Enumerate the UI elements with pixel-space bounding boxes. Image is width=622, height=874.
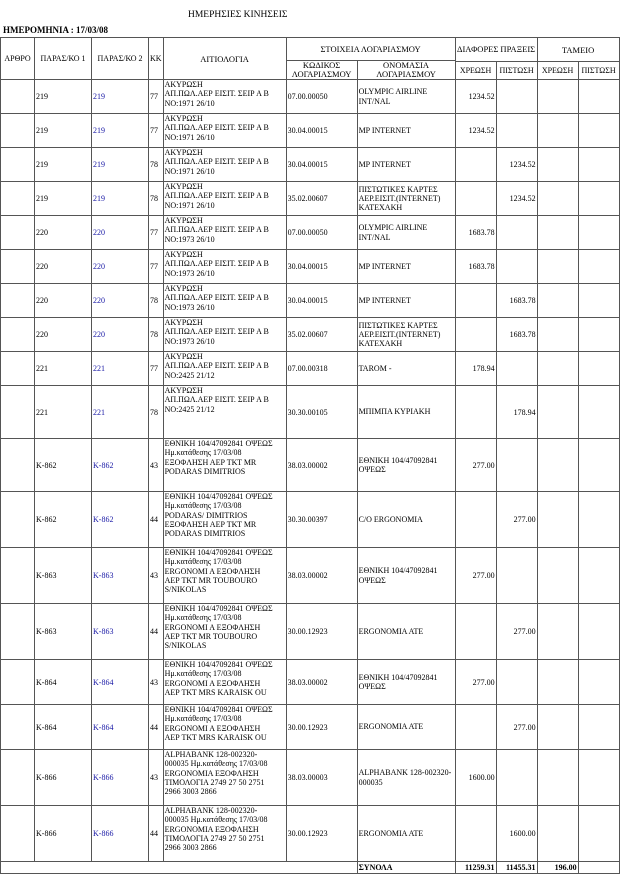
- cell-kk: 43: [149, 660, 164, 705]
- cell-diafores-xreosi: 277.00: [455, 548, 496, 604]
- cell-arthro: [1, 492, 35, 548]
- table-row: [1, 548, 620, 604]
- cell-onomasia: ΕΘΝΙΚΗ 104/47092841 ΟΨΕΩΣ: [357, 439, 455, 492]
- cell-arthro: [1, 604, 35, 660]
- cell-aitiologia: ΕΘΝΙΚΗ 104/47092841 ΟΨΕΩΣ Ημ.κατάθεσης 17/03/08 ΕΞΟΦΛΗΣΗ ΑΕΡ ΤΚΤ MR PODARAS DIMITRIOS: [163, 439, 286, 492]
- cell-aitiologia: ΑΚΥΡΩΣΗ ΑΠ.ΠΩΛ.ΑΕΡ ΕΙΣΙΤ. ΣΕΙΡ Α Β NO:1973 26/10: [163, 318, 286, 352]
- cell-diafores-pistosi: [496, 250, 537, 284]
- cell-paras1: K-863: [35, 604, 92, 660]
- cell-kk: 77: [149, 216, 164, 250]
- cell-diafores-xreosi: [455, 604, 496, 660]
- cell-arthro: [1, 284, 35, 318]
- cell-paras2[interactable]: K-866: [92, 806, 149, 862]
- total-diafores-pistosi: 11455.31: [496, 862, 537, 874]
- cell-tameio-pistosi: [578, 604, 619, 660]
- cell-diafores-pistosi: 277.00: [496, 604, 537, 660]
- cell-paras2[interactable]: K-866: [92, 750, 149, 806]
- cell-diafores-pistosi: 1600.00: [496, 806, 537, 862]
- cell-paras1: K-866: [35, 750, 92, 806]
- cell-diafores-pistosi: 277.00: [496, 705, 537, 750]
- cell-diafores-xreosi: 1234.52: [455, 114, 496, 148]
- cell-tameio-xreosi: [537, 604, 578, 660]
- cell-kodikos: 30.00.12923: [286, 705, 357, 750]
- cell-diafores-xreosi: [455, 705, 496, 750]
- cell-tameio-pistosi: [578, 705, 619, 750]
- cell-paras2[interactable]: 219: [92, 114, 149, 148]
- table-row: [1, 806, 620, 862]
- cell-tameio-xreosi: [537, 386, 578, 439]
- cell-paras2[interactable]: 219: [92, 182, 149, 216]
- cell-kodikos: 38.03.00002: [286, 660, 357, 705]
- col-kodikos: ΚΩΔΙΚΟΣ ΛΟΓΑΡΙΑΣΜΟΥ: [286, 61, 357, 80]
- table-row: [1, 352, 620, 386]
- cell-tameio-xreosi: [537, 318, 578, 352]
- cell-tameio-pistosi: [578, 386, 619, 439]
- col-paras2: ΠΑΡΑΣ/ΚΟ 2: [92, 38, 149, 80]
- total-tameio-xreosi: 196.00: [537, 862, 578, 874]
- cell-kk: 78: [149, 318, 164, 352]
- cell-kk: 77: [149, 352, 164, 386]
- cell-tameio-pistosi: [578, 284, 619, 318]
- cell-diafores-pistosi: 1234.52: [496, 182, 537, 216]
- cell-paras1: 221: [35, 352, 92, 386]
- cell-aitiologia: ΕΘΝΙΚΗ 104/47092841 ΟΨΕΩΣ Ημ.κατάθεσης 17/03/08 ERGONOMI A ΕΞΟΦΛΗΣΗ ΑΕΡ ΤΚΤ MR TOUBOURO S/NIKOLAS: [163, 548, 286, 604]
- table-row: [1, 492, 620, 548]
- cell-diafores-pistosi: [496, 548, 537, 604]
- cell-onomasia: OLYMPIC AIRLINE INT/NAL: [357, 80, 455, 114]
- cell-onomasia: ERGONOMIA ATE: [357, 806, 455, 862]
- cell-arthro: [1, 705, 35, 750]
- cell-arthro: [1, 114, 35, 148]
- cell-aitiologia: ALPHABANK 128-002320- 000035 Ημ.κατάθεσης 17/03/08 ERGONOMIA ΕΞΟΦΛΗΣΗ ΤΙΜΟΛΟΓΙΑ 2749 27 50 2751 2966 3003 2866: [163, 806, 286, 862]
- cell-tameio-pistosi: [578, 250, 619, 284]
- cell-tameio-pistosi: [578, 492, 619, 548]
- cell-tameio-xreosi: [537, 182, 578, 216]
- cell-onomasia: ERGONOMIA ATE: [357, 705, 455, 750]
- table-row: [1, 604, 620, 660]
- cell-tameio-xreosi: [537, 705, 578, 750]
- table-row: [1, 750, 620, 806]
- cell-aitiologia: ΑΚΥΡΩΣΗ ΑΠ.ΠΩΛ.ΑΕΡ ΕΙΣΙΤ. ΣΕΙΡ Α Β NO:1971 26/10: [163, 80, 286, 114]
- col-diafores-xreosi: ΧΡΕΩΣΗ: [455, 62, 496, 80]
- cell-diafores-pistosi: [496, 439, 537, 492]
- cell-kk: 44: [149, 705, 164, 750]
- cell-paras1: 219: [35, 148, 92, 182]
- cell-diafores-xreosi: 1600.00: [455, 750, 496, 806]
- cell-paras2[interactable]: 220: [92, 318, 149, 352]
- cell-arthro: [1, 352, 35, 386]
- col-paras1: ΠΑΡΑΣ/ΚΟ 1: [35, 38, 92, 80]
- cell-paras2[interactable]: 219: [92, 148, 149, 182]
- cell-arthro: [1, 318, 35, 352]
- cell-paras1: 220: [35, 284, 92, 318]
- cell-kodikos: 38.03.00002: [286, 439, 357, 492]
- cell-kodikos: 30.04.00015: [286, 250, 357, 284]
- cell-diafores-xreosi: 1683.78: [455, 216, 496, 250]
- col-arthro: ΑΡΘΡΟ: [1, 38, 35, 80]
- cell-aitiologia: ΑΚΥΡΩΣΗ ΑΠ.ΠΩΛ.ΑΕΡ ΕΙΣΙΤ. ΣΕΙΡ Α Β NO:2425 21/12: [163, 386, 286, 439]
- col-onomasia: ΟΝΟΜΑΣΙΑ ΛΟΓΑΡΙΑΣΜΟΥ: [357, 61, 455, 80]
- cell-kk: 43: [149, 548, 164, 604]
- cell-tameio-pistosi: [578, 660, 619, 705]
- cell-kodikos: 30.30.00105: [286, 386, 357, 439]
- cell-diafores-xreosi: [455, 806, 496, 862]
- table-row: [1, 660, 620, 705]
- cell-diafores-xreosi: 277.00: [455, 660, 496, 705]
- cell-tameio-xreosi: [537, 750, 578, 806]
- cell-kk: 77: [149, 114, 164, 148]
- cell-aitiologia: ΕΘΝΙΚΗ 104/47092841 ΟΨΕΩΣ Ημ.κατάθεσης 17/03/08 PODARAS/ DIMITRIOS ΕΞΟΦΛΗΣΗ ΑΕΡ ΤΚΤ MR PODARAS DIMITRIOS: [163, 492, 286, 548]
- table-row: [1, 705, 620, 750]
- cell-paras1: 221: [35, 386, 92, 439]
- cell-arthro: [1, 750, 35, 806]
- cell-tameio-xreosi: [537, 284, 578, 318]
- cell-kk: 44: [149, 604, 164, 660]
- cell-paras2[interactable]: 221: [92, 352, 149, 386]
- cell-diafores-pistosi: [496, 114, 537, 148]
- cell-diafores-xreosi: [455, 284, 496, 318]
- cell-kk: 78: [149, 182, 164, 216]
- cell-aitiologia: ALPHABANK 128-002320- 000035 Ημ.κατάθεσης 17/03/08 ERGONOMIA ΕΞΟΦΛΗΣΗ ΤΙΜΟΛΟΓΙΑ 2749 27 50 2751 2966 3003 2866: [163, 750, 286, 806]
- cell-tameio-xreosi: [537, 216, 578, 250]
- cell-tameio-pistosi: [578, 148, 619, 182]
- col-kk: ΚΚ: [149, 38, 164, 80]
- cell-paras1: 219: [35, 114, 92, 148]
- cell-arthro: [1, 216, 35, 250]
- cell-tameio-pistosi: [578, 352, 619, 386]
- cell-diafores-pistosi: 178.94: [496, 386, 537, 439]
- cell-diafores-xreosi: [455, 182, 496, 216]
- cell-kodikos: 07.00.00050: [286, 216, 357, 250]
- cell-tameio-xreosi: [537, 548, 578, 604]
- cell-onomasia: MP INTERNET: [357, 114, 455, 148]
- col-group-tameio: ΤΑΜΕΙΟ: [537, 38, 619, 62]
- cell-kk: 43: [149, 439, 164, 492]
- cell-kodikos: 07.00.00050: [286, 80, 357, 114]
- cell-onomasia: TAROM -: [357, 352, 455, 386]
- cell-paras2[interactable]: K-864: [92, 660, 149, 705]
- cell-onomasia: OLYMPIC AIRLINE INT/NAL: [357, 216, 455, 250]
- cell-kodikos: 30.04.00015: [286, 148, 357, 182]
- page-title: ΗΜΕΡΗΣΙΕΣ ΚΙΝΗΣΕΙΣ: [188, 10, 288, 20]
- cell-tameio-pistosi: [578, 318, 619, 352]
- cell-kodikos: 30.00.12923: [286, 604, 357, 660]
- cell-kodikos: 30.04.00015: [286, 284, 357, 318]
- cell-tameio-pistosi: [578, 114, 619, 148]
- cell-paras2[interactable]: K-864: [92, 705, 149, 750]
- cell-arthro: [1, 439, 35, 492]
- cell-kk: 44: [149, 806, 164, 862]
- cell-onomasia: ΠΙΣΤΩΤΙΚΕΣ ΚΑΡΤΕΣ ΑΕΡ.ΕΙΣΙΤ.(INTERNET) ΚΑΤΕΧΑΚΗ: [357, 318, 455, 352]
- cell-onomasia: ALPHABANK 128-002320-000035: [357, 750, 455, 806]
- cell-diafores-xreosi: 178.94: [455, 352, 496, 386]
- table-row: [1, 386, 620, 439]
- cell-paras1: K-863: [35, 548, 92, 604]
- cell-tameio-xreosi: [537, 250, 578, 284]
- cell-paras1: 219: [35, 80, 92, 114]
- cell-kk: 43: [149, 750, 164, 806]
- cell-tameio-xreosi: [537, 352, 578, 386]
- col-tameio-xreosi: ΧΡΕΩΣΗ: [537, 62, 578, 80]
- report-date: ΗΜΕΡΟΜΗΝΙΑ : 17/03/08: [3, 25, 108, 35]
- cell-arthro: [1, 660, 35, 705]
- cell-aitiologia: ΑΚΥΡΩΣΗ ΑΠ.ΠΩΛ.ΑΕΡ ΕΙΣΙΤ. ΣΕΙΡ Α Β NO:1971 26/10: [163, 182, 286, 216]
- cell-aitiologia: ΕΘΝΙΚΗ 104/47092841 ΟΨΕΩΣ Ημ.κατάθεσης 17/03/08 ERGONOMI A ΕΞΟΦΛΗΣΗ ΑΕΡ ΤΚΤ MRS KARAISK OU: [163, 660, 286, 705]
- cell-diafores-pistosi: [496, 750, 537, 806]
- cell-diafores-pistosi: [496, 216, 537, 250]
- cell-aitiologia: ΑΚΥΡΩΣΗ ΑΠ.ΠΩΛ.ΑΕΡ ΕΙΣΙΤ. ΣΕΙΡ Α Β NO:1973 26/10: [163, 216, 286, 250]
- cell-aitiologia: ΕΘΝΙΚΗ 104/47092841 ΟΨΕΩΣ Ημ.κατάθεσης 17/03/08 ERGONOMI A ΕΞΟΦΛΗΣΗ ΑΕΡ ΤΚΤ MR TOUBOURO S/NIKOLAS: [163, 604, 286, 660]
- cell-paras2[interactable]: 220: [92, 250, 149, 284]
- cell-diafores-xreosi: 277.00: [455, 439, 496, 492]
- table-row: [1, 148, 620, 182]
- table-row: [1, 284, 620, 318]
- cell-onomasia: C/O ERGONOMIA: [357, 492, 455, 548]
- cell-onomasia: ΜΠΙΜΠΑ ΚΥΡΙΑΚΗ: [357, 386, 455, 439]
- cell-tameio-pistosi: [578, 548, 619, 604]
- cell-tameio-xreosi: [537, 439, 578, 492]
- cell-paras1: 219: [35, 182, 92, 216]
- cell-arthro: [1, 80, 35, 114]
- cell-onomasia: MP INTERNET: [357, 284, 455, 318]
- cell-tameio-xreosi: [537, 114, 578, 148]
- col-group-diafores: ΔΙΑΦΟΡΕΣ ΠΡΑΞΕΙΣ: [455, 38, 537, 62]
- cell-aitiologia: ΑΚΥΡΩΣΗ ΑΠ.ΠΩΛ.ΑΕΡ ΕΙΣΙΤ. ΣΕΙΡ Α Β NO:2425 21/12: [163, 352, 286, 386]
- cell-paras2[interactable]: 219: [92, 80, 149, 114]
- cell-kodikos: 30.30.00397: [286, 492, 357, 548]
- table-row: [1, 318, 620, 352]
- cell-arthro: [1, 250, 35, 284]
- cell-kodikos: 38.03.00002: [286, 548, 357, 604]
- total-diafores-xreosi: 11259.31: [455, 862, 496, 874]
- cell-diafores-xreosi: [455, 148, 496, 182]
- cell-tameio-pistosi: [578, 806, 619, 862]
- cell-kodikos: 35.02.00607: [286, 182, 357, 216]
- cell-tameio-xreosi: [537, 492, 578, 548]
- cell-arthro: [1, 386, 35, 439]
- cell-kk: 78: [149, 148, 164, 182]
- cell-arthro: [1, 548, 35, 604]
- totals-label: ΣΥΝΟΛΑ: [357, 862, 455, 874]
- col-aitiologia: ΑΙΤΙΟΛΟΓΙΑ: [163, 38, 286, 80]
- cell-kk: 78: [149, 284, 164, 318]
- cell-paras2[interactable]: 221: [92, 386, 149, 439]
- cell-tameio-pistosi: [578, 182, 619, 216]
- cell-kk: 78: [149, 386, 164, 439]
- cell-aitiologia: ΕΘΝΙΚΗ 104/47092841 ΟΨΕΩΣ Ημ.κατάθεσης 17/03/08 ERGONOMI A ΕΞΟΦΛΗΣΗ ΑΕΡ ΤΚΤ MRS KARAISK OU: [163, 705, 286, 750]
- cell-diafores-pistosi: [496, 352, 537, 386]
- cell-kk: 77: [149, 80, 164, 114]
- cell-aitiologia: ΑΚΥΡΩΣΗ ΑΠ.ΠΩΛ.ΑΕΡ ΕΙΣΙΤ. ΣΕΙΡ Α Β NO:1973 26/10: [163, 250, 286, 284]
- cell-paras1: 220: [35, 216, 92, 250]
- cell-diafores-pistosi: 1683.78: [496, 318, 537, 352]
- table-row: [1, 216, 620, 250]
- cell-paras1: 220: [35, 250, 92, 284]
- cell-kk: 44: [149, 492, 164, 548]
- cell-kodikos: 30.04.00015: [286, 114, 357, 148]
- cell-diafores-pistosi: 277.00: [496, 492, 537, 548]
- cell-arthro: [1, 182, 35, 216]
- cell-kodikos: 30.00.12923: [286, 806, 357, 862]
- cell-aitiologia: ΑΚΥΡΩΣΗ ΑΠ.ΠΩΛ.ΑΕΡ ΕΙΣΙΤ. ΣΕΙΡ Α Β NO:1971 26/10: [163, 148, 286, 182]
- cell-paras1: K-862: [35, 492, 92, 548]
- cell-tameio-pistosi: [578, 439, 619, 492]
- col-diafores-pistosi: ΠΙΣΤΩΣΗ: [496, 62, 537, 80]
- col-group-account: ΣΤΟΙΧΕΙΑ ΛΟΓΑΡΙΑΣΜΟΥ: [286, 38, 455, 61]
- table-row: [1, 439, 620, 492]
- cell-tameio-pistosi: [578, 750, 619, 806]
- cell-kodikos: 35.02.00607: [286, 318, 357, 352]
- cell-aitiologia: ΑΚΥΡΩΣΗ ΑΠ.ΠΩΛ.ΑΕΡ ΕΙΣΙΤ. ΣΕΙΡ Α Β NO:1971 26/10: [163, 114, 286, 148]
- cell-paras2[interactable]: K-863: [92, 548, 149, 604]
- cell-paras1: 220: [35, 318, 92, 352]
- cell-paras1: K-866: [35, 806, 92, 862]
- cell-diafores-pistosi: 1234.52: [496, 148, 537, 182]
- cell-kodikos: 07.00.00318: [286, 352, 357, 386]
- cell-paras2[interactable]: 220: [92, 284, 149, 318]
- cell-diafores-pistosi: [496, 80, 537, 114]
- cell-diafores-xreosi: 1683.78: [455, 250, 496, 284]
- cell-paras2[interactable]: 220: [92, 216, 149, 250]
- cell-tameio-pistosi: [578, 216, 619, 250]
- cell-onomasia: MP INTERNET: [357, 250, 455, 284]
- table-row: [1, 182, 620, 216]
- cell-paras1: K-864: [35, 660, 92, 705]
- col-tameio-pistosi: ΠΙΣΤΩΣΗ: [578, 62, 619, 80]
- cell-paras2[interactable]: K-862: [92, 492, 149, 548]
- cell-arthro: [1, 148, 35, 182]
- cell-diafores-pistosi: 1683.78: [496, 284, 537, 318]
- cell-tameio-xreosi: [537, 806, 578, 862]
- cell-tameio-xreosi: [537, 660, 578, 705]
- table-row: [1, 114, 620, 148]
- cell-paras2[interactable]: K-862: [92, 439, 149, 492]
- cell-paras1: K-864: [35, 705, 92, 750]
- cell-kk: 77: [149, 250, 164, 284]
- cell-onomasia: ERGONOMIA ATE: [357, 604, 455, 660]
- cell-aitiologia: ΑΚΥΡΩΣΗ ΑΠ.ΠΩΛ.ΑΕΡ ΕΙΣΙΤ. ΣΕΙΡ Α Β NO:1973 26/10: [163, 284, 286, 318]
- cell-diafores-xreosi: [455, 492, 496, 548]
- cell-onomasia: ΕΘΝΙΚΗ 104/47092841 ΟΨΕΩΣ: [357, 660, 455, 705]
- cell-tameio-xreosi: [537, 80, 578, 114]
- cell-kodikos: 38.03.00003: [286, 750, 357, 806]
- table-row: [1, 250, 620, 284]
- cell-arthro: [1, 806, 35, 862]
- cell-onomasia: ΕΘΝΙΚΗ 104/47092841 ΟΨΕΩΣ: [357, 548, 455, 604]
- cell-diafores-xreosi: [455, 318, 496, 352]
- cell-tameio-xreosi: [537, 148, 578, 182]
- cell-onomasia: ΠΙΣΤΩΤΙΚΕΣ ΚΑΡΤΕΣ ΑΕΡ.ΕΙΣΙΤ.(INTERNET) ΚΑΤΕΧΑΚΗ: [357, 182, 455, 216]
- cell-tameio-pistosi: [578, 80, 619, 114]
- transactions-table: [0, 37, 620, 874]
- cell-paras2[interactable]: K-863: [92, 604, 149, 660]
- cell-diafores-xreosi: 1234.52: [455, 80, 496, 114]
- table-row: [1, 80, 620, 114]
- cell-onomasia: MP INTERNET: [357, 148, 455, 182]
- cell-diafores-xreosi: [455, 386, 496, 439]
- cell-diafores-pistosi: [496, 660, 537, 705]
- cell-paras1: K-862: [35, 439, 92, 492]
